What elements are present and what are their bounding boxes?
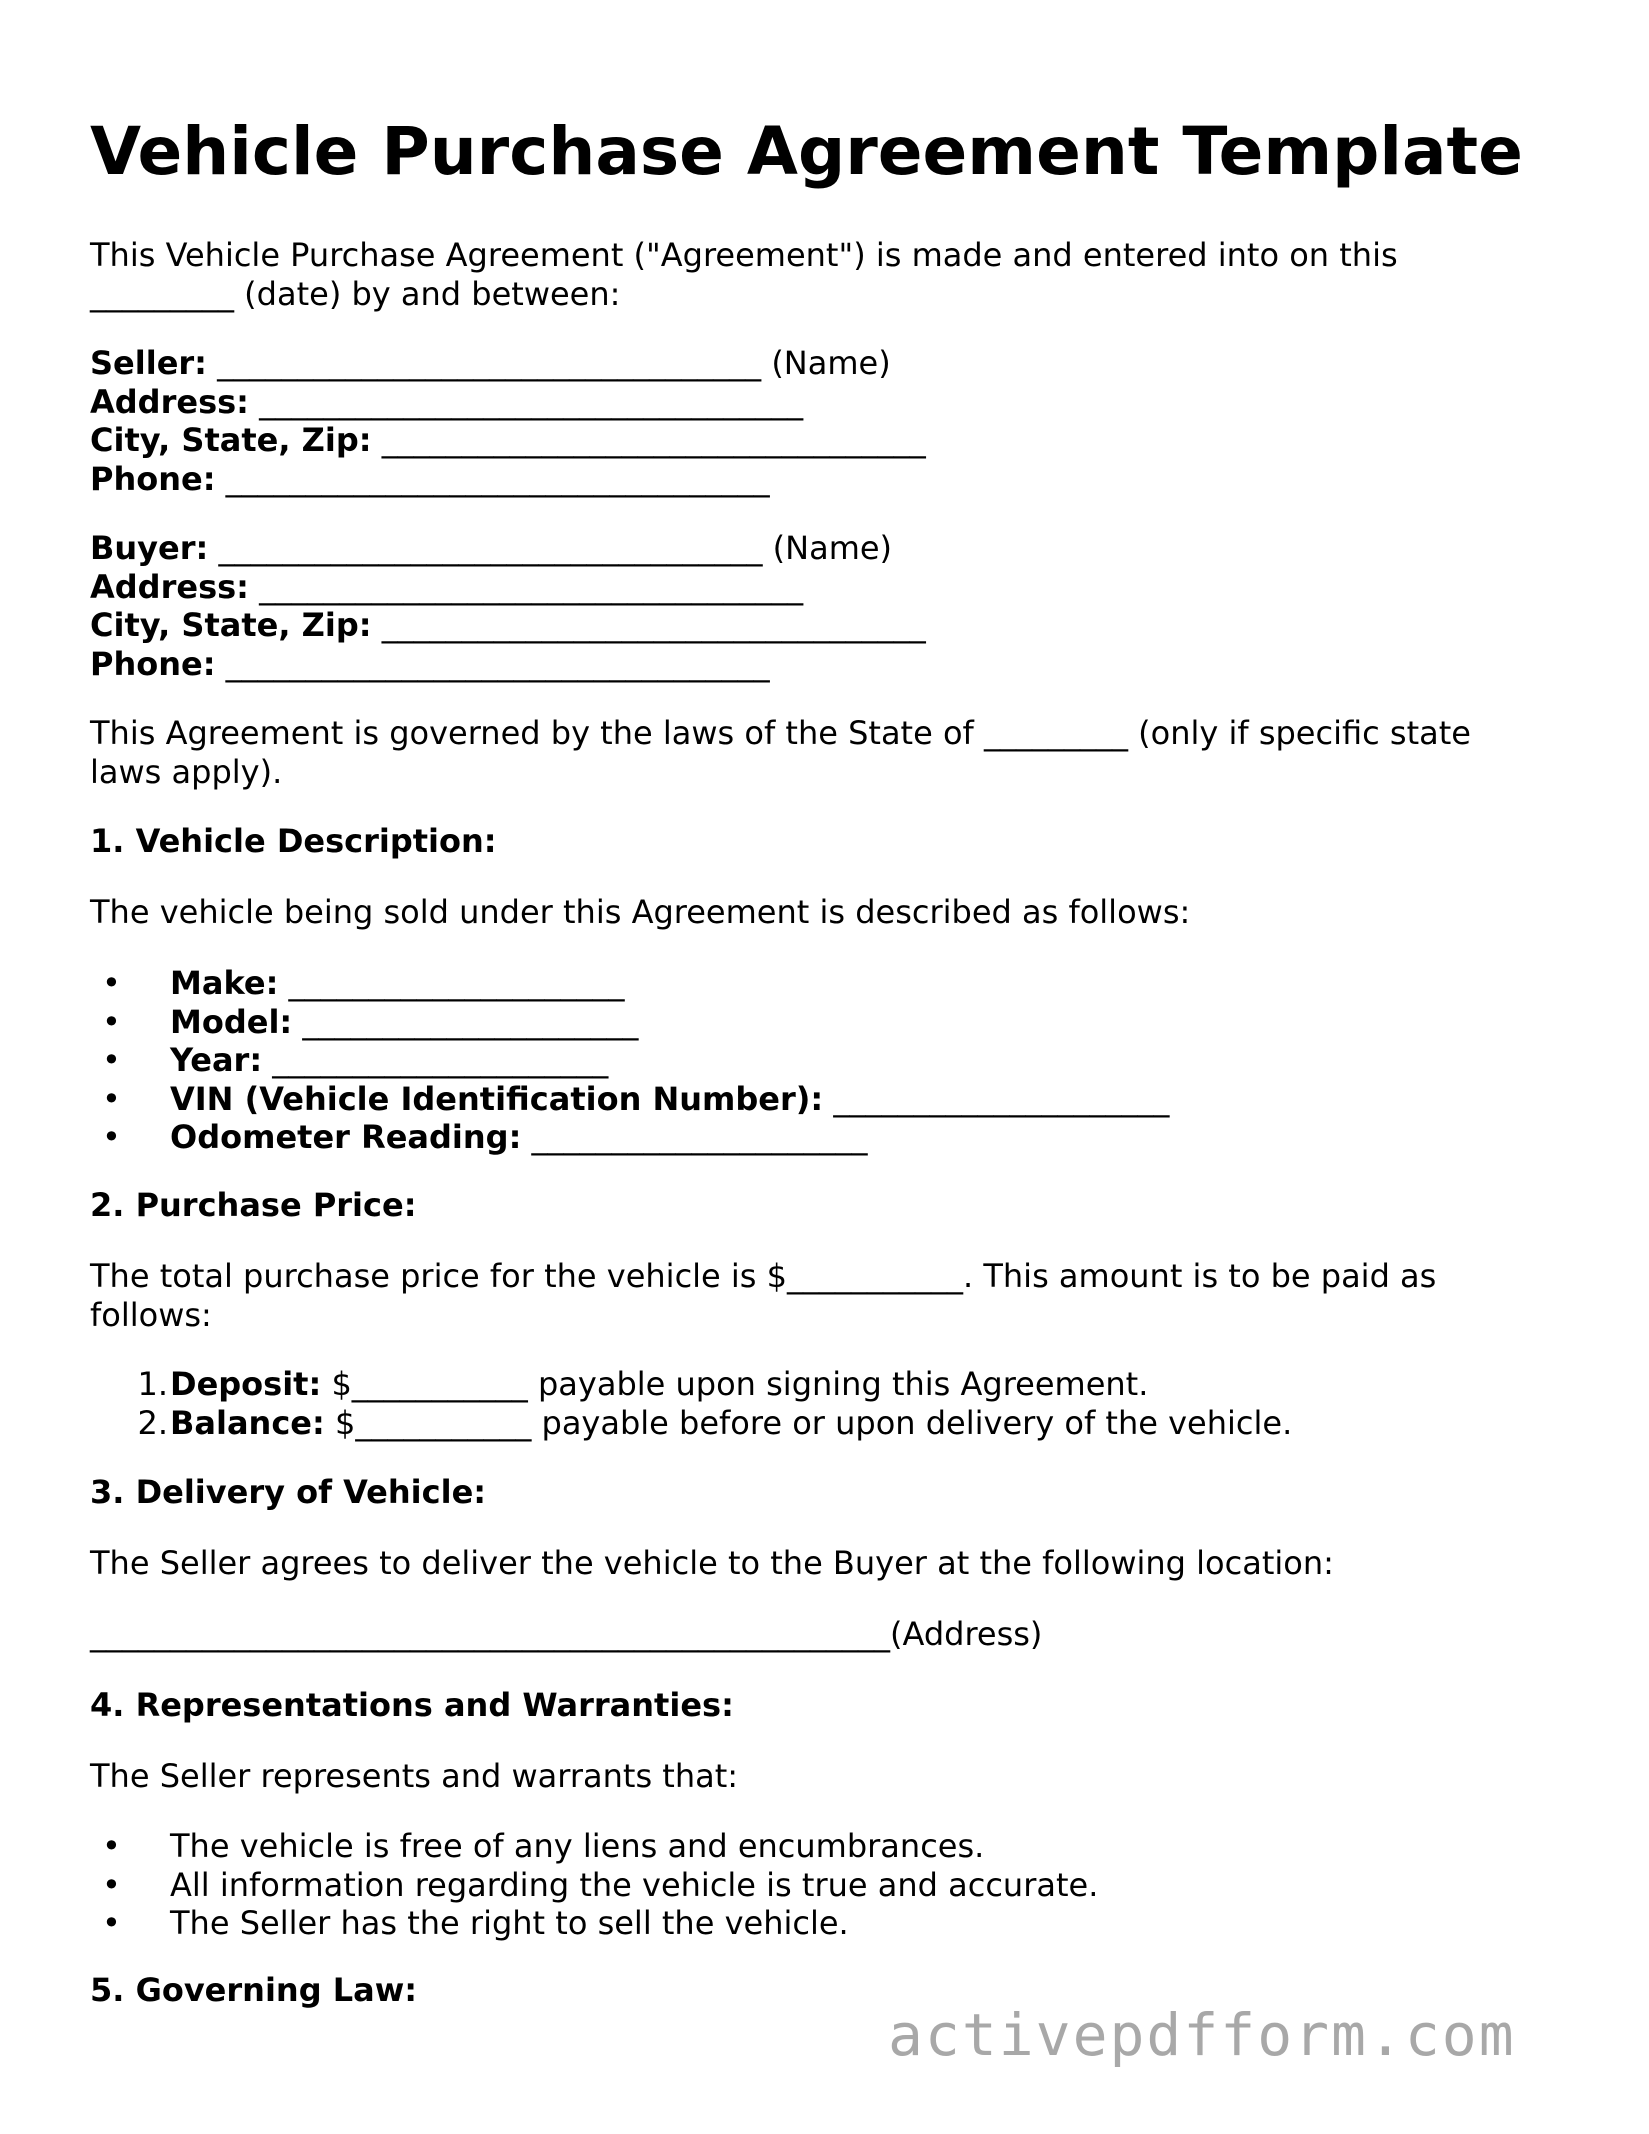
buyer-name-row — [90, 529, 926, 568]
list-number: 2. — [137, 1403, 168, 1442]
seller-city-row — [90, 421, 926, 460]
section-1-text: The vehicle being sold under this Agreement is described as follows: — [90, 893, 1191, 931]
year-blank: _____________________ — [272, 1041, 609, 1079]
seller-city-label: City, State, Zip: — [90, 421, 372, 459]
section-1-heading: 1. Vehicle Description: — [90, 822, 497, 860]
intro-line-1: This Vehicle Purchase Agreement ("Agreement") is made and entered into on this — [90, 236, 1398, 274]
governed-line-2: laws apply). — [90, 752, 283, 791]
list-number: 1. — [137, 1365, 168, 1403]
make-blank: _____________________ — [288, 964, 625, 1002]
buyer-name-label: Buyer: — [90, 529, 209, 567]
buyer-city-row — [90, 606, 926, 645]
intro-paragraph — [90, 236, 1398, 313]
deposit-text: $___________ payable upon signing this Agreement. — [331, 1365, 1149, 1403]
delivery-address-line: __________________________________________________(Address) — [90, 1615, 1043, 1653]
section-2-heading: 2. Purchase Price: — [90, 1186, 417, 1224]
warranty-item: The vehicle is free of any liens and encumbrances. — [170, 1827, 985, 1865]
governed-line-1: This Agreement is governed by the laws of the State of _________ (only if specific state — [90, 714, 1471, 752]
buyer-name-blank: __________________________________ (Name) — [218, 529, 893, 567]
buyer-phone-label: Phone: — [90, 644, 216, 683]
bullet-icon: • — [102, 1079, 121, 1118]
intro-line-2: _________ (date) by and between: — [90, 274, 621, 313]
buyer-city-blank: __________________________________ — [381, 606, 926, 644]
warranty-item: All information regarding the vehicle is true and accurate. — [170, 1865, 1099, 1904]
seller-address-blank: __________________________________ — [259, 382, 804, 421]
seller-address-label: Address: — [90, 382, 249, 421]
section-4-heading: 4. Representations and Warranties: — [90, 1686, 734, 1724]
bullet-icon: • — [102, 1118, 121, 1156]
section-2-paragraph — [90, 1257, 1436, 1334]
buyer-block — [90, 529, 926, 683]
year-label: Year: — [170, 1041, 263, 1079]
buyer-city-label: City, State, Zip: — [90, 606, 372, 644]
odometer-blank: _____________________ — [531, 1118, 868, 1156]
buyer-address-row — [90, 568, 926, 607]
seller-phone-blank: __________________________________ — [225, 459, 770, 498]
section-3-heading: 3. Delivery of Vehicle: — [90, 1473, 487, 1511]
balance-label: Balance: — [170, 1403, 325, 1442]
seller-name-blank: __________________________________ (Name) — [217, 344, 891, 382]
bullet-icon: • — [102, 964, 121, 1002]
bullet-icon: • — [102, 1865, 121, 1904]
section-4-text: The Seller represents and warrants that: — [90, 1757, 739, 1795]
section-3-text: The Seller agrees to deliver the vehicle to the Buyer at the following location: — [90, 1544, 1334, 1582]
section-5-heading: 5. Governing Law: — [90, 1971, 418, 2009]
governed-paragraph — [90, 714, 1471, 791]
section-2-line-2: follows: — [90, 1295, 212, 1334]
seller-address-row — [90, 383, 926, 422]
buyer-address-blank: __________________________________ — [259, 567, 804, 606]
section-2-line-1: The total purchase price for the vehicle is $___________. This amount is to be paid as — [90, 1257, 1437, 1295]
seller-block — [90, 344, 926, 498]
make-label: Make: — [170, 964, 279, 1002]
vin-label: VIN (Vehicle Identification Number): — [170, 1079, 824, 1118]
watermark: activepdfform.com — [888, 2001, 1516, 2069]
vin-blank: _____________________ — [833, 1079, 1170, 1118]
seller-name-label: Seller: — [90, 344, 207, 382]
deposit-label: Deposit: — [170, 1365, 322, 1403]
bullet-icon: • — [102, 1041, 121, 1079]
bullet-icon: • — [102, 1904, 121, 1942]
seller-name-row — [90, 344, 926, 383]
seller-phone-label: Phone: — [90, 459, 216, 498]
buyer-phone-blank: __________________________________ — [225, 644, 770, 683]
model-blank: _____________________ — [302, 1002, 639, 1041]
bullet-icon: • — [102, 1002, 121, 1041]
seller-phone-row — [90, 460, 926, 499]
seller-city-blank: __________________________________ — [381, 421, 926, 459]
document-title: Vehicle Purchase Agreement Template — [90, 113, 1523, 190]
model-label: Model: — [170, 1002, 293, 1041]
balance-text: $___________ payable before or upon delivery of the vehicle. — [334, 1403, 1293, 1442]
warranty-item: The Seller has the right to sell the vehicle. — [170, 1904, 849, 1942]
odometer-label: Odometer Reading: — [170, 1118, 522, 1156]
buyer-address-label: Address: — [90, 567, 249, 606]
bullet-icon: • — [102, 1827, 121, 1865]
buyer-phone-row — [90, 645, 926, 684]
